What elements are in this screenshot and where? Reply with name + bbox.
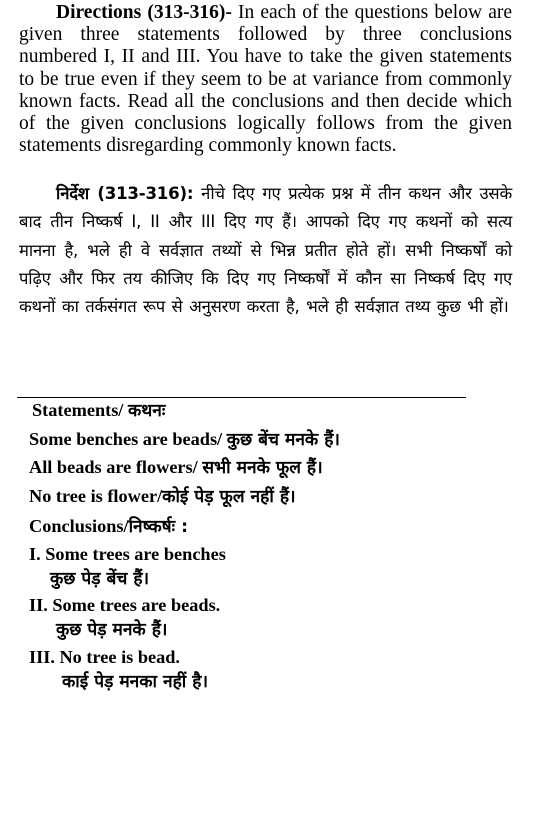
- directions-hindi: [19, 180, 512, 321]
- statement-2-hi: सभी मनके फूल हैं।: [202, 458, 323, 478]
- conclusion-2-hi: कुछ पेड़ मनके हैं।: [56, 620, 168, 640]
- statement-3: [29, 485, 296, 508]
- statement-3-en: No tree is flower/: [29, 486, 163, 506]
- statement-2: [29, 456, 323, 479]
- conclusions-heading-hi: निष्कर्षः :: [128, 517, 189, 537]
- conclusion-1-hi: कुछ पेड़ बेंच हैं।: [50, 569, 150, 589]
- directions-english-lead: Directions (313-316)-: [56, 2, 232, 23]
- statements-heading: [32, 399, 165, 422]
- conclusion-3-hi: काई पेड़ मनका नहीं है।: [62, 672, 209, 692]
- statement-3-hi: कोई पेड़ फूल नहीं हैं।: [162, 487, 296, 507]
- conclusions-heading-en: Conclusions/: [29, 516, 129, 536]
- conclusion-1-en: I. Some trees are benches: [29, 544, 226, 564]
- divider-line: [17, 397, 466, 398]
- statement-1: [29, 428, 340, 451]
- directions-english: [19, 2, 512, 157]
- statement-2-en: All beads are flowers/: [29, 457, 203, 477]
- directions-hindi-body: नीचे दिए गए प्रत्येक प्रश्न में तीन कथन और उसके बाद तीन निष्कर्ष I, II और III दिए गए हैं। आपको दिए गए कथनों को सत्य मानना है, भले ही वे सर्वज्ञात तथ्यों से भिन्न प्रतीत होते हों। सभी निष्कर्षों को पढ़िए और फिर तय कीजिए कि दिए गए निष्कर्षों में कौन सा निष्कर्ष दिए गए कथनों का तर्कसंगत रूप से अनुसरण करता है, भले ही सर्वज्ञात तथ्य कुछ भी हों।: [19, 184, 512, 317]
- statement-1-en: Some benches are beads/: [29, 429, 227, 449]
- conclusions-heading: [29, 515, 188, 538]
- statement-1-hi: कुछ बेंच मनके हैं।: [226, 430, 340, 450]
- conclusion-3-en: III. No tree is bead.: [29, 647, 180, 667]
- directions-english-body: In each of the questions below are given three statements followed by three conclusions numbered I, II and III. You have to take the given statements to be true even if they seem to be at variance from commonly known facts. Read all the conclusions and then decide which of the given conclusions logically follows from the given statements disregarding commonly known facts.: [19, 2, 512, 157]
- conclusion-2-en: II. Some trees are beads.: [29, 595, 221, 615]
- statements-heading-en: Statements/: [32, 400, 128, 420]
- statements-heading-hi: कथनः: [127, 401, 166, 421]
- directions-hindi-lead: निर्देश (313-316):: [56, 184, 194, 203]
